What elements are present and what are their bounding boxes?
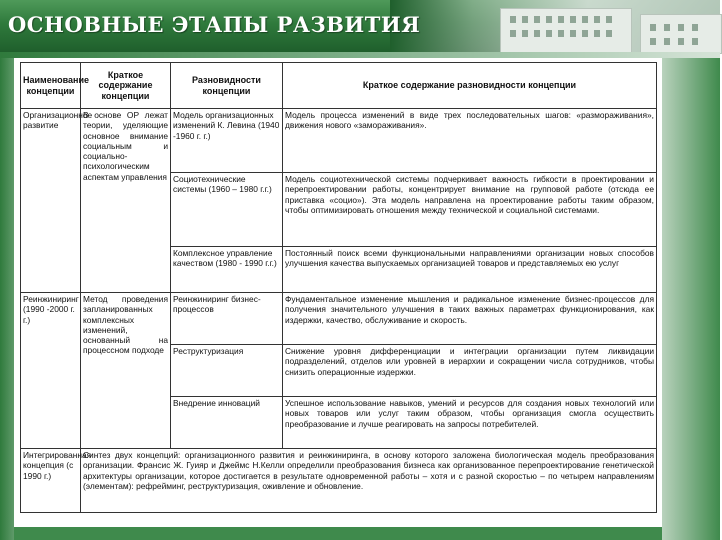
variety-name: Внедрение инноваций	[171, 397, 283, 449]
header-summary: Краткое содержание концепции	[81, 63, 171, 109]
table-row	[21, 293, 657, 345]
concept-name: Интегрированная концепция (с 1990 г.)	[21, 449, 81, 513]
variety-name: Реинжиниринг бизнес-процессов	[171, 293, 283, 345]
bottom-border	[14, 527, 662, 540]
concept-summary: В основе ОР лежат теории, уделяющие основное внимание социальным и социально-психологическим аспектам управления	[81, 109, 171, 293]
header-variety-summary: Краткое содержание разновидности концепции	[283, 63, 657, 109]
slide-title: ОСНОВНЫЕ ЭТАПЫ РАЗВИТИЯ	[8, 12, 421, 37]
right-border	[662, 58, 720, 540]
table-header-row	[21, 63, 657, 109]
variety-text: Успешное использование навыков, умений и ресурсов для создания новых технологий или новых товаров или услуг таким образом, чтобы организация смогла осуществить преобразование и лучше реагировать на запросы потребителей.	[283, 397, 657, 449]
header-name: Наименование концепции	[21, 63, 81, 109]
variety-text: Модель процесса изменений в виде трех последовательных шагов: «размораживания», движения нового «замораживания».	[283, 109, 657, 173]
variety-text: Снижение уровня дифференциации и интеграции организации путем ликвидации подразделений, отделов или уровней в иерархии и сокращении числа сотрудников, чтобы снизить операционные издержки.	[283, 345, 657, 397]
document-area	[14, 58, 662, 527]
concepts-table	[20, 62, 657, 513]
building-photo	[390, 0, 720, 52]
variety-text: Постоянный поиск всеми функциональными направлениями организации новых способов улучшения качества выпускаемых организацией товаров и представляемых ею услуг	[283, 247, 657, 293]
left-border	[0, 58, 14, 540]
concept-text: Синтез двух концепций: организационного развития и реинжиниринга, в основу которого заложена биологическая модель преобразования организации. Франсис Ж. Гуияр и Джеймс Н.Келли определили преобразования бизнеса как организованное перепроектирование генетической архитектуры организации, которое достигается в результате одновременной работы – хотя и с разной скоростью – по четырем направлениям (элементам): рефрейминг, реструктуризация, оживление и обновление.	[81, 449, 657, 513]
table-row	[21, 449, 657, 513]
slide-header	[0, 0, 720, 52]
concept-name: Реинжиниринг (1990 -2000 г. г.)	[21, 293, 81, 449]
variety-name: Модель организационных изменений К. Левина (1940 -1960 г. г.)	[171, 109, 283, 173]
header-variety: Разновидности концепции	[171, 63, 283, 109]
variety-text: Модель социотехнической системы подчеркивает важность гибкости в проектировании и перепроектировании работы, концентрирует внимание на групповой работе (отсюда ее приставка «социо»). Эта модель направлена на проектирование работы таким образом, чтобы оптимизировать отношения между технической и социальной системами.	[283, 173, 657, 247]
table-row	[21, 109, 657, 173]
variety-name: Реструктуризация	[171, 345, 283, 397]
variety-name: Социотехнические системы (1960 – 1980 г.г.)	[171, 173, 283, 247]
variety-text: Фундаментальное изменение мышления и радикальное изменение бизнес-процессов для получения значительного улучшения в таких важных параметрах функционирования, как издержки, качество, обслуживание и скорость.	[283, 293, 657, 345]
variety-name: Комплексное управление качеством (1980 - 1990 г.г.)	[171, 247, 283, 293]
concept-summary: Метод проведения запланированных комплексных изменений, основанный на процессном подходе	[81, 293, 171, 449]
concept-name: Организационное развитие	[21, 109, 81, 293]
